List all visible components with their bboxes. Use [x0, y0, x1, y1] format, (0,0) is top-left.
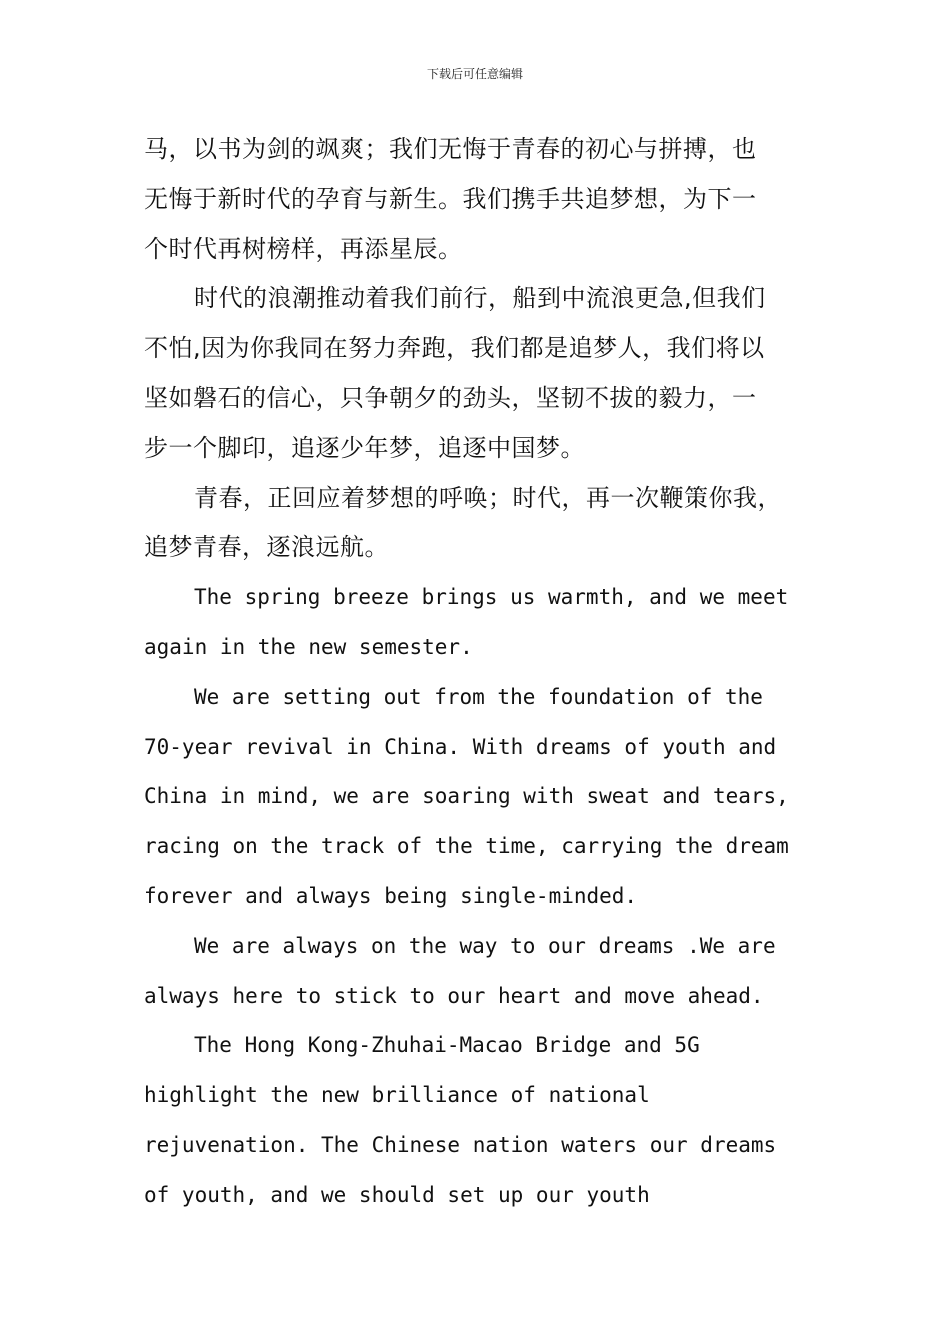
- text-line: 步一个脚印，追逐少年梦，追逐中国梦。: [144, 433, 585, 462]
- text-line: again in the new semester.: [144, 634, 473, 659]
- text-line: racing on the track of the time, carrying the dream: [144, 834, 789, 859]
- text-line: rejuvenation. The Chinese nation waters our dreams: [144, 1132, 777, 1157]
- text-line: 坚如磐石的信心，只争朝夕的劲头，坚韧不拔的毅力，一: [144, 383, 757, 412]
- text-line: of youth, and we should set up our youth: [144, 1182, 650, 1207]
- paragraph-start-line: The spring breeze brings us warmth, and we meet: [194, 585, 789, 610]
- document-body: [144, 125, 806, 1221]
- paragraph-start-line: The Hong Kong-Zhuhai-Macao Bridge and 5G: [194, 1033, 700, 1058]
- text-line: 无悔于新时代的孕育与新生。我们携手共追梦想，为下一: [144, 184, 757, 213]
- text-line: 马，以书为剑的飒爽；我们无悔于青春的初心与拼搏，也: [144, 135, 757, 163]
- text-line: 个时代再树榜样，再添星辰。: [144, 234, 463, 263]
- text-line: always here to stick to our heart and move ahead.: [144, 983, 764, 1008]
- text-line: 不怕,因为你我同在努力奔跑，我们都是追梦人，我们将以: [144, 334, 765, 363]
- page-header: 下载后可任意编辑: [426, 67, 523, 81]
- paragraph-start-line: 青春，正回应着梦想的呼唤；时代，再一次鞭策你我，: [194, 483, 782, 512]
- text-line: highlight the new brilliance of national: [144, 1083, 650, 1108]
- paragraph-start-line: 时代的浪潮推动着我们前行，船到中流浪更急,但我们: [194, 284, 766, 313]
- paragraph-start-line: We are setting out from the foundation of the: [194, 684, 763, 709]
- text-line: 70-year revival in China. With dreams of youth and: [144, 734, 777, 759]
- text-line: China in mind, we are soaring with sweat and tears,: [144, 784, 789, 809]
- text-line: forever and always being single-minded.: [144, 883, 638, 908]
- paragraph-start-line: We are always on the way to our dreams .We are: [194, 933, 776, 958]
- text-line: 追梦青春，逐浪远航。: [144, 533, 389, 562]
